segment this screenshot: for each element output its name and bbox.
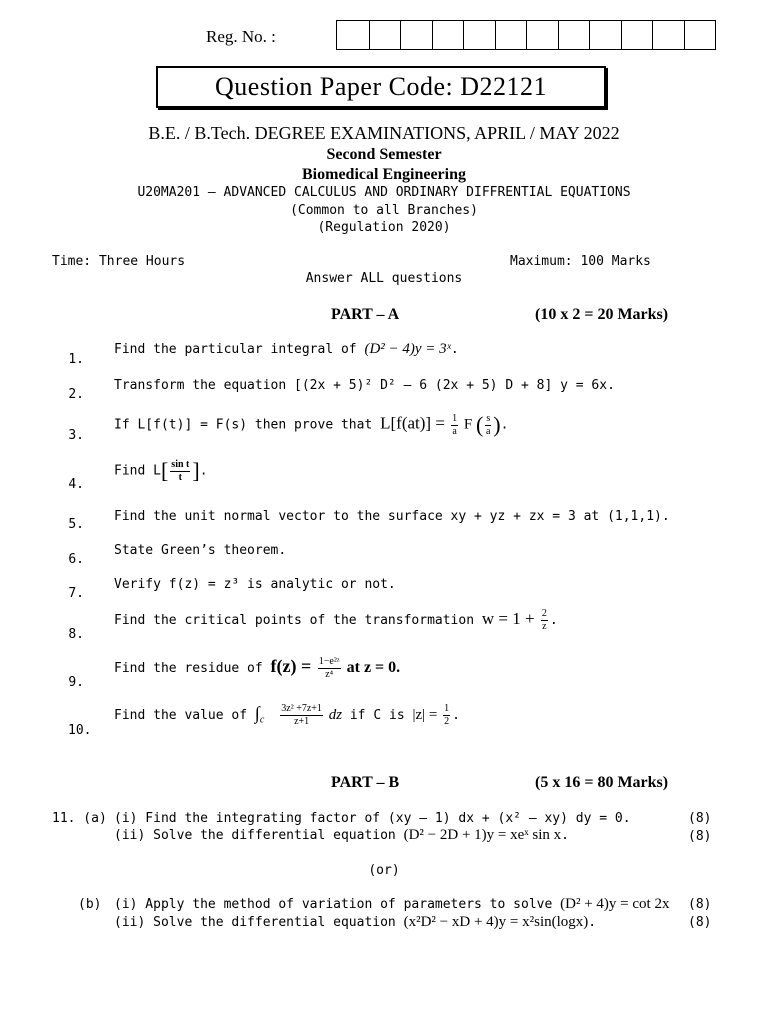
question-number: 4. <box>68 477 84 492</box>
question-number: 6. <box>68 552 84 567</box>
reg-no-cell[interactable] <box>684 21 716 49</box>
reg-no-cell[interactable] <box>463 21 495 49</box>
common-note: (Common to all Branches) <box>290 203 478 218</box>
regulation-note: (Regulation 2020) <box>317 220 451 235</box>
question-paper-code: Question Paper Code: D22121 <box>215 72 547 101</box>
question-number: 5. <box>68 517 84 532</box>
question-11b-label: (b) <box>78 897 102 912</box>
question-number: 8. <box>68 627 84 642</box>
question-5: Find the unit normal vector to the surface xy + yz + zx = 3 at (1,1,1). <box>114 509 670 524</box>
reg-no-cell[interactable] <box>621 21 653 49</box>
question-number: 10. <box>68 723 92 738</box>
question-number: 2. <box>68 387 84 402</box>
instruction: Answer ALL questions <box>305 271 463 286</box>
question-11b-ii: (ii) Solve the differential equation (x²D² − xD + 4)y = x²sin(logx). <box>114 914 597 930</box>
reg-no-cell[interactable] <box>558 21 590 49</box>
marks: (8) <box>688 915 712 930</box>
marks: (8) <box>688 829 712 844</box>
question-paper-code-box <box>156 66 606 108</box>
question-8: Find the critical points of the transformation w = 1 + $\frac{2}{z}$ . <box>114 608 558 632</box>
marks: (8) <box>688 897 712 912</box>
question-number: 9. <box>68 675 84 690</box>
question-7: Verify f(z) = z³ is analytic or not. <box>114 577 396 592</box>
degree-title: B.E. / B.Tech. DEGREE EXAMINATIONS, APRIL / MAY 2022 <box>148 123 620 143</box>
semester: Second Semester <box>326 146 442 163</box>
course-title: U20MA201 – ADVANCED CALCULUS AND ORDINARY DIFFRENTIAL EQUATIONS <box>137 185 631 200</box>
department: Biomedical Engineering <box>302 166 466 183</box>
question-10: Find the value of $\int_c$ $\frac{\text{3z² +7z+1}}{z+1}$ dz if C is |z| = $\frac{1}{2}$ . <box>114 703 460 727</box>
reg-no-label: Reg. No. : <box>206 27 276 46</box>
question-2: Transform the equation [(2x + 5)² D² – 6 (2x + 5) D + 8] y = 6x. <box>114 378 615 393</box>
max-marks: Maximum: 100 Marks <box>510 254 651 269</box>
question-11a-i: (i) Find the integrating factor of (xy – 1) dx + (x² – xy) dy = 0. <box>114 811 631 826</box>
question-number: 1. <box>68 352 84 367</box>
part-b-marks: (5 x 16 = 80 Marks) <box>535 774 669 791</box>
question-9: Find the residue of f(z) = $\frac{\text{1−e²ᶻ}}{\text{z⁴}}$ at z = 0. <box>114 656 401 680</box>
reg-no-cell[interactable] <box>400 21 432 49</box>
question-11a-number: 11. (a) <box>52 811 107 826</box>
reg-no-cell[interactable] <box>369 21 401 49</box>
exam-time: Time: Three Hours <box>52 254 186 269</box>
reg-no-cell[interactable] <box>589 21 621 49</box>
or-separator: (or) <box>368 863 400 878</box>
question-6: State Green’s theorem. <box>114 543 287 558</box>
question-11a-ii: (ii) Solve the differential equation (D² − 2D + 1)y = xeˣ sin x. <box>114 827 569 843</box>
reg-no-cell[interactable] <box>495 21 527 49</box>
reg-no-cell[interactable] <box>337 21 369 49</box>
part-b-title: PART – B <box>331 774 400 791</box>
question-number: 3. <box>68 428 84 443</box>
question-3: If L[f(t)] = F(s) then prove that L[f(at)] = $\frac{1}{a}$ F ( $\frac{s}{a}$ ). <box>114 412 509 437</box>
part-a-marks: (10 x 2 = 20 Marks) <box>535 306 669 323</box>
question-11b-i: (i) Apply the method of variation of parameters to solve (D² + 4)y = cot 2x <box>114 896 670 912</box>
marks: (8) <box>688 811 712 826</box>
reg-no-cell[interactable] <box>432 21 464 49</box>
question-4: Find L[ $\frac{\text{sin t}}{t}$ ]. <box>114 458 208 483</box>
reg-no-grid[interactable] <box>336 20 716 50</box>
reg-no-cell[interactable] <box>652 21 684 49</box>
reg-no-cell[interactable] <box>526 21 558 49</box>
question-number: 7. <box>68 586 84 601</box>
part-a-title: PART – A <box>331 306 400 323</box>
question-1: Find the particular integral of (D² − 4)y = 3ˣ. <box>114 341 459 357</box>
